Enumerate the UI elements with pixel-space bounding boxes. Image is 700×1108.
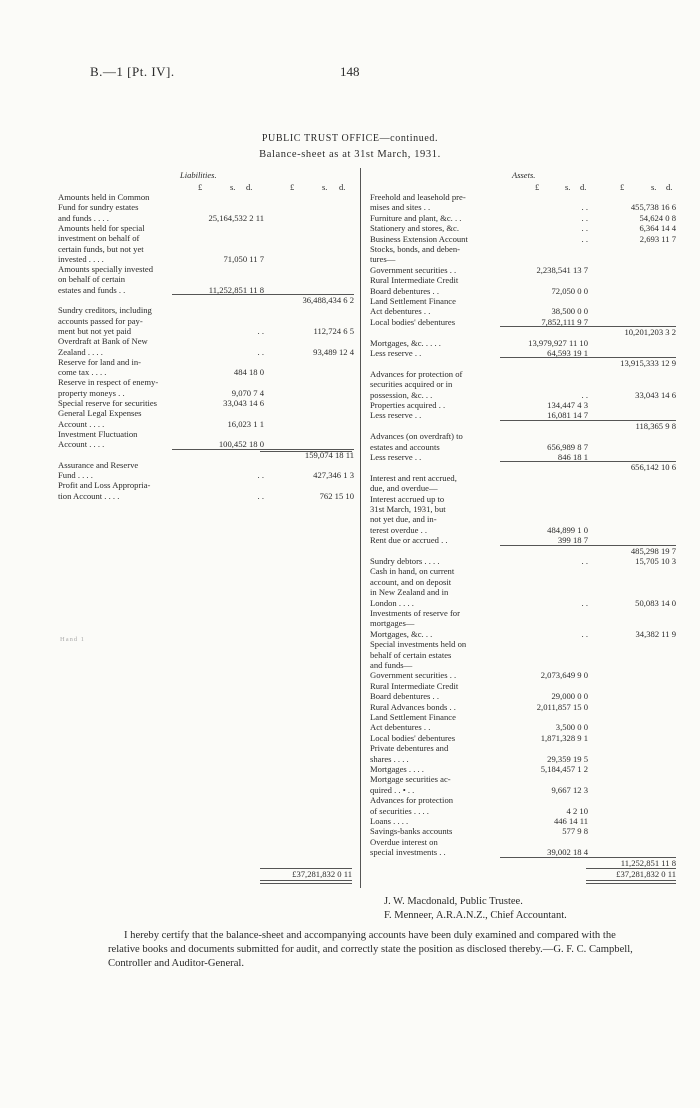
assets-line-label: quired . . • . .	[370, 784, 415, 795]
assets-line-label: Cash in hand, on current	[370, 566, 455, 577]
assets-line-label: Mortgage securities ac-	[370, 774, 451, 785]
liabilities-heading: Liabilities.	[180, 170, 217, 180]
assets-line-label: Mortgages . . . .	[370, 764, 424, 774]
assets-inner-amount: 3,500 0 0	[555, 722, 588, 733]
assets-inner-amount: . .	[581, 212, 588, 223]
asset-head-d-1: d.	[580, 182, 587, 192]
assets-line-label: Interest accrued up to	[370, 493, 445, 504]
assets-line-label: Advances for protection of	[370, 368, 463, 379]
assets-line-label: due, and overdue—	[370, 483, 438, 494]
assets-subtotal-rule	[500, 545, 676, 546]
assets-line-label: Act debentures . .	[370, 306, 431, 317]
liabilities-line-label: General Legal Expenses	[58, 408, 142, 419]
liabilities-line-label: Fund . . . .	[58, 470, 93, 481]
liabilities-line-label: Investment Fluctuation	[58, 428, 138, 439]
assets-line-label: Land Settlement Finance	[370, 712, 456, 722]
assets-line-label: Local bodies' debentures	[370, 316, 456, 327]
liabilities-line-label: Reserve in respect of enemy-	[58, 377, 159, 388]
liabilities-line-label: property moneys . .	[58, 387, 125, 398]
assets-line-label: Advances for protection	[370, 795, 454, 806]
assets-inner-amount: 39,002 18 4	[547, 847, 588, 858]
asset-total-double-rule	[586, 880, 676, 884]
assets-outer-amount: 34,382 11 9	[635, 628, 676, 639]
liab-head-s-2: s.	[322, 182, 328, 192]
assets-line-label: Rural Advances bonds . .	[370, 701, 456, 712]
assets-line-label: Mortgages, &c. . . . .	[370, 337, 441, 348]
liabilities-outer-amount: 762 15 10	[319, 490, 354, 501]
liabilities-inner-amount: 100,452 18 0	[218, 439, 264, 450]
assets-outer-amount: 6,364 14 4	[639, 223, 676, 234]
assets-outer-amount: 15,705 10 3	[635, 556, 676, 566]
liabilities-line-label: Amounts specially invested	[58, 264, 153, 275]
liabilities-line-label: estates and funds . .	[58, 284, 126, 295]
assets-subtotal-rule	[500, 461, 676, 462]
assets-line-label: Government securities . .	[370, 264, 457, 275]
assets-inner-amount: . .	[581, 233, 588, 244]
liabilities-line-label: Amounts held in Common	[58, 192, 150, 202]
liab-total-double-rule	[260, 880, 352, 884]
liabilities-subtotal-rule	[172, 449, 354, 450]
assets-inner-amount: 72,050 0 0	[551, 285, 588, 296]
liabilities-line-label: Account . . . .	[58, 439, 105, 450]
liabilities-line-label: Fund for sundry estates	[58, 202, 139, 213]
document-subtitle: Balance-sheet as at 31st March, 1931.	[259, 149, 441, 160]
liabilities-line-label: Sundry creditors, including	[58, 305, 152, 316]
page-number: 148	[340, 64, 360, 79]
assets-line-label: Savings-banks accounts	[370, 826, 453, 837]
assets-line-label: mises and sites . .	[370, 202, 431, 213]
assets-outer-amount: 13,915,333 12 9	[620, 358, 676, 369]
column-divider	[360, 168, 361, 888]
audit-certificate: I hereby certify that the balance-sheet and accompanying accounts have been duly examined and compared with the relative books and documents submitted for audit, and correctly state the position as disclosed thereby.—G. F. C. Campbell, Controller and Auditor-General.	[108, 930, 633, 969]
assets-inner-amount: . .	[581, 389, 588, 400]
assets-line-label: Less reserve . .	[370, 452, 422, 462]
assets-inner-amount: 484,899 1 0	[547, 524, 588, 535]
document-title: PUBLIC TRUST OFFICE—continued.	[261, 133, 439, 144]
assets-line-label: Investments of reserve for	[370, 608, 460, 618]
assets-line-label: Special investments held on	[370, 639, 467, 650]
assets-line-label: Advances (on overdraft) to	[370, 431, 463, 442]
liabilities-inner-amount: . .	[257, 470, 264, 481]
page-header-reference: B.—1 [Pt. IV].	[90, 64, 175, 79]
liabilities-line-label: investment on behalf of	[58, 233, 140, 244]
liabilities-inner-amount: 16,023 1 1	[227, 418, 264, 429]
assets-inner-amount: 13,979,927 11 10	[528, 337, 588, 348]
assets-line-label: possession, &c. . .	[370, 389, 433, 400]
assets-line-label: of securities . . . .	[370, 805, 429, 816]
liabilities-line-label: Assurance and Reserve	[58, 459, 139, 470]
assets-outer-amount: 118,365 9 8	[635, 420, 676, 431]
liabilities-line-label: tion Account . . . .	[58, 490, 120, 501]
assets-inner-amount: 1,871,328 9 1	[540, 732, 588, 743]
liabilities-line-label: come tax . . . .	[58, 367, 107, 378]
assets-line-label: estates and accounts	[370, 441, 440, 452]
assets-inner-amount: . .	[581, 597, 588, 608]
assets-outer-amount: 656,142 10 6	[630, 462, 676, 473]
asset-head-s-2: s.	[651, 182, 657, 192]
liabilities-inner-amount: 11,252,851 11 8	[208, 284, 264, 295]
assets-line-label: Properties acquired . .	[370, 400, 446, 410]
liabilities-line-label: accounts passed for pay-	[58, 315, 143, 326]
assets-inner-amount: 9,667 12 3	[551, 784, 588, 795]
liabilities-line-label: and funds . . . .	[58, 212, 109, 223]
assets-total: £37,281,832 0 11	[616, 869, 676, 879]
liabilities-inner-amount: . .	[257, 325, 264, 336]
assets-inner-amount: . .	[581, 556, 588, 566]
assets-subtotal-rule	[500, 420, 676, 421]
assets-inner-amount: 4 2 10	[566, 805, 588, 816]
liabilities-line-label: ment but not yet paid	[58, 325, 132, 336]
assets-outer-amount: 11,252,851 11 8	[620, 857, 676, 868]
asset-head-pound-2: £	[620, 182, 625, 192]
assets-line-label: in New Zealand and in	[370, 587, 449, 598]
assets-line-label: Business Extension Account	[370, 233, 468, 244]
assets-subtotal-rule	[500, 357, 676, 358]
liabilities-line-label: Account . . . .	[58, 418, 105, 429]
assets-inner-amount: 64,593 19 1	[547, 348, 588, 358]
assets-line-label: 31st March, 1931, but	[370, 504, 446, 514]
liabilities-inner-amount: 484 18 0	[233, 367, 264, 378]
assets-heading: Assets.	[512, 170, 536, 180]
assets-line-label: Local bodies' debentures	[370, 732, 456, 743]
assets-outer-amount: 50,083 14 0	[635, 597, 676, 608]
assets-line-label: Private debentures and	[370, 743, 449, 754]
assets-line-label: account, and on deposit	[370, 576, 452, 587]
liabilities-line-label: invested . . . .	[58, 253, 104, 264]
assets-line-label: Rent due or accrued . .	[370, 535, 448, 546]
liabilities-subtotal-rule	[172, 294, 354, 295]
liab-head-pound-1: £	[198, 182, 203, 192]
liabilities-line-label: Profit and Loss Appropria-	[58, 480, 151, 491]
assets-line-label: and funds—	[370, 660, 413, 670]
assets-line-label: Furniture and plant, &c. . .	[370, 212, 462, 223]
assets-line-label: Mortgages, &c. . .	[370, 628, 433, 639]
assets-inner-amount: . .	[581, 223, 588, 234]
assets-outer-amount: 33,043 14 6	[635, 389, 676, 400]
liabilities-line-label: Zealand . . . .	[58, 346, 103, 357]
assets-inner-amount: 577 9 8	[562, 826, 588, 837]
assets-inner-amount: 2,238,541 13 7	[536, 264, 588, 275]
asset-head-s-1: s.	[565, 182, 571, 192]
assets-line-label: Sundry debtors . . . .	[370, 556, 440, 566]
liabilities-line-label: Amounts held for special	[58, 222, 145, 233]
asset-head-pound-1: £	[535, 182, 540, 192]
assets-line-label: Land Settlement Finance	[370, 296, 456, 306]
signature-public-trustee: J. W. Macdonald, Public Trustee.	[384, 896, 523, 907]
assets-line-label: Freehold and leasehold pre-	[370, 192, 466, 202]
liab-head-d-2: d.	[339, 182, 346, 192]
assets-line-label: Board debentures . .	[370, 691, 439, 702]
assets-inner-amount: 2,011,857 15 0	[536, 701, 588, 712]
liabilities-line-label: on behalf of certain	[58, 274, 126, 285]
liabilities-inner-amount: 25,164,532 2 11	[208, 212, 264, 223]
assets-inner-amount: 38,500 0 0	[551, 306, 588, 317]
assets-line-label: Government securities . .	[370, 670, 457, 681]
liabilities-outer-amount: 93,489 12 4	[313, 346, 354, 357]
assets-line-label: Rural Intermediate Credit	[370, 275, 459, 286]
assets-line-label: not yet due, and in-	[370, 514, 437, 525]
liab-head-d-1: d.	[246, 182, 253, 192]
assets-outer-amount: 2,693 11 7	[639, 233, 676, 244]
assets-line-label: tures—	[370, 254, 396, 265]
faint-stamp: Hand 1	[60, 636, 85, 643]
assets-subtotal-rule	[500, 857, 676, 858]
assets-inner-amount: 846 18 1	[557, 452, 588, 462]
assets-inner-amount: . .	[581, 202, 588, 213]
assets-line-label: Act debentures . .	[370, 722, 431, 733]
signature-chief-accountant: F. Menneer, A.R.A.N.Z., Chief Accountant.	[384, 910, 567, 921]
assets-line-label: shares . . . .	[370, 753, 409, 764]
liabilities-total: £37,281,832 0 11	[292, 869, 352, 879]
assets-line-label: securities acquired or in	[370, 379, 453, 390]
liabilities-line-label: Special reserve for securities	[58, 398, 158, 408]
liabilities-inner-amount: . .	[257, 346, 264, 357]
assets-line-label: Stationery and stores, &c.	[370, 223, 460, 234]
assets-inner-amount: 16,081 14 7	[547, 410, 588, 421]
assets-inner-amount: 2,073,649 9 0	[540, 670, 588, 681]
liab-head-s-1: s.	[230, 182, 236, 192]
assets-line-label: terest overdue . .	[370, 524, 428, 535]
assets-line-label: Loans . . . .	[370, 816, 409, 826]
assets-line-label: London . . . .	[370, 597, 414, 608]
liabilities-outer-amount: 112,724 6 5	[313, 325, 354, 336]
assets-line-label: behalf of certain estates	[370, 649, 452, 660]
assets-line-label: Interest and rent accrued,	[370, 472, 457, 483]
asset-head-d-2: d.	[666, 182, 673, 192]
liabilities-inner-amount: 33,043 14 6	[223, 398, 264, 408]
assets-subtotal-rule	[500, 326, 676, 327]
assets-inner-amount: 399 18 7	[557, 535, 588, 546]
liabilities-outer-amount: 159,074 18 11	[304, 449, 354, 460]
liabilities-outer-amount: 427,346 1 3	[313, 470, 354, 481]
assets-line-label: Stocks, bonds, and deben-	[370, 244, 460, 254]
liabilities-outer-amount: 36,488,434 6 2	[302, 295, 354, 305]
assets-line-label: special investments . .	[370, 847, 446, 858]
assets-inner-amount: 5,184,457 1 2	[540, 764, 588, 774]
liab-subtotal-rule	[260, 451, 352, 452]
assets-line-label: Board debentures . .	[370, 285, 439, 296]
liabilities-inner-amount: 71,050 11 7	[223, 253, 264, 264]
assets-inner-amount: 29,000 0 0	[551, 691, 588, 702]
assets-inner-amount: 7,852,111 9 7	[541, 316, 588, 327]
assets-outer-amount: 485,298 19 7	[630, 545, 676, 556]
assets-inner-amount: . .	[581, 628, 588, 639]
liabilities-line-label: Reserve for land and in-	[58, 356, 142, 367]
assets-inner-amount: 446 14 11	[553, 816, 588, 826]
assets-line-label: Less reserve . .	[370, 348, 422, 358]
liabilities-line-label: certain funds, but not yet	[58, 243, 144, 254]
liabilities-line-label: Overdraft at Bank of New	[58, 336, 148, 347]
assets-inner-amount: 656,989 8 7	[547, 441, 588, 452]
liabilities-inner-amount: 9,070 7 4	[231, 387, 264, 398]
assets-line-label: mortgages—	[370, 618, 415, 629]
assets-outer-amount: 455,738 16 6	[630, 202, 676, 213]
assets-line-label: Less reserve . .	[370, 410, 422, 421]
assets-inner-amount: 134,447 4 3	[547, 400, 588, 410]
assets-line-label: Overdue interest on	[370, 836, 438, 847]
assets-line-label: Rural Intermediate Credit	[370, 680, 459, 691]
liab-head-pound-2: £	[290, 182, 295, 192]
assets-outer-amount: 10,201,203 3 2	[624, 327, 676, 338]
assets-outer-amount: 54,624 0 8	[639, 212, 676, 223]
liabilities-inner-amount: . .	[257, 490, 264, 501]
assets-inner-amount: 29,359 19 5	[547, 753, 588, 764]
